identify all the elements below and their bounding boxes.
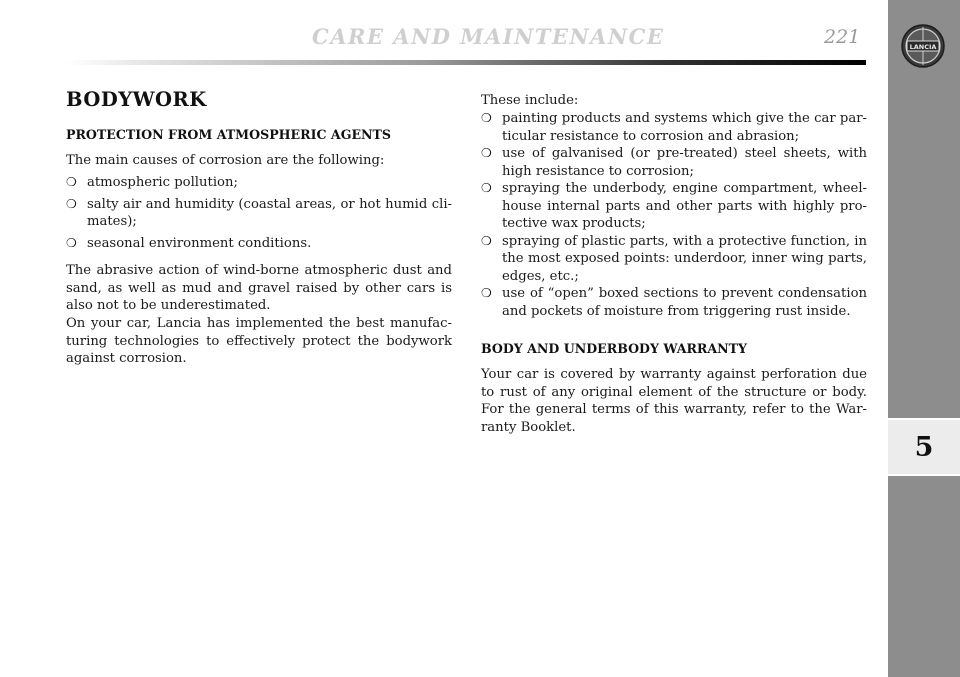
list-item-text: spraying of plastic parts, with a protective function, in the most exposed points: underdoor, inner wing parts, edges, etc.;	[502, 233, 867, 284]
bullet-icon: ❍	[481, 146, 492, 160]
bullet-icon: ❍	[481, 233, 492, 248]
list-item-text: painting products and systems which give the car par- ticular resistance to corrosion and abrasion;	[502, 111, 867, 144]
list-item-text: seasonal environment conditions.	[87, 235, 312, 251]
bullet-icon: ❍	[481, 181, 492, 195]
measures-intro: These include:	[481, 93, 579, 108]
running-header-title: CARE AND MAINTENANCE	[312, 24, 665, 49]
list-item	[481, 145, 867, 180]
list-item	[481, 180, 867, 233]
bullet-icon: ❍	[66, 196, 77, 211]
subsection-heading-protection: PROTECTION FROM ATMOSPHERIC AGENTS	[66, 127, 392, 142]
causes-intro: The main causes of corrosion are the following:	[66, 153, 385, 168]
lancia-badge-icon	[899, 22, 947, 70]
causes-list	[66, 174, 452, 252]
list-item	[66, 174, 452, 192]
list-item-text: spraying the underbody, engine compartment, wheel- house internal parts and other parts with highly pro- tective wax products;	[502, 181, 867, 231]
abrasion-paragraph: The abrasive action of wind-borne atmospheric dust and sand, as well as mud and gravel raised by other cars is also not to be underestimated.	[66, 263, 452, 313]
svg-text:LANCIA: LANCIA	[909, 43, 937, 51]
bullet-icon: ❍	[66, 175, 77, 189]
list-item	[66, 235, 452, 253]
bullet-icon: ❍	[66, 235, 77, 250]
list-item-text: salty air and humidity (coastal areas, or hot humid cli- mates);	[87, 196, 452, 229]
section-title: BODYWORK	[66, 88, 207, 111]
list-item-text: atmospheric pollution;	[87, 175, 238, 190]
bullet-icon: ❍	[481, 286, 492, 300]
list-item	[481, 233, 867, 286]
subsection-heading-warranty: BODY AND UNDERBODY WARRANTY	[481, 341, 748, 356]
list-item	[481, 110, 867, 145]
list-item-text: use of “open” boxed sections to prevent condensation and pockets of moisture from triggering rust inside.	[502, 286, 867, 319]
list-item	[66, 196, 452, 231]
chapter-number: 5	[888, 418, 960, 476]
measures-list	[481, 110, 867, 320]
header-divider	[66, 60, 866, 65]
chapter-side-tab	[888, 0, 960, 677]
lancia-protection-paragraph: On your car, Lancia has implemented the best manufac- turing technologies to effectively protect the bodywork against corrosion.	[66, 316, 452, 366]
warranty-paragraph: Your car is covered by warranty against perforation due to rust of any original element of the structure or body. For the general terms of this warranty, refer to the War- ranty Booklet.	[481, 367, 867, 435]
list-item-text: use of galvanised (or pre-treated) steel sheets, with high resistance to corrosion;	[502, 146, 867, 179]
page-number: 221	[824, 26, 861, 48]
bullet-icon: ❍	[481, 111, 492, 125]
list-item	[481, 285, 867, 320]
